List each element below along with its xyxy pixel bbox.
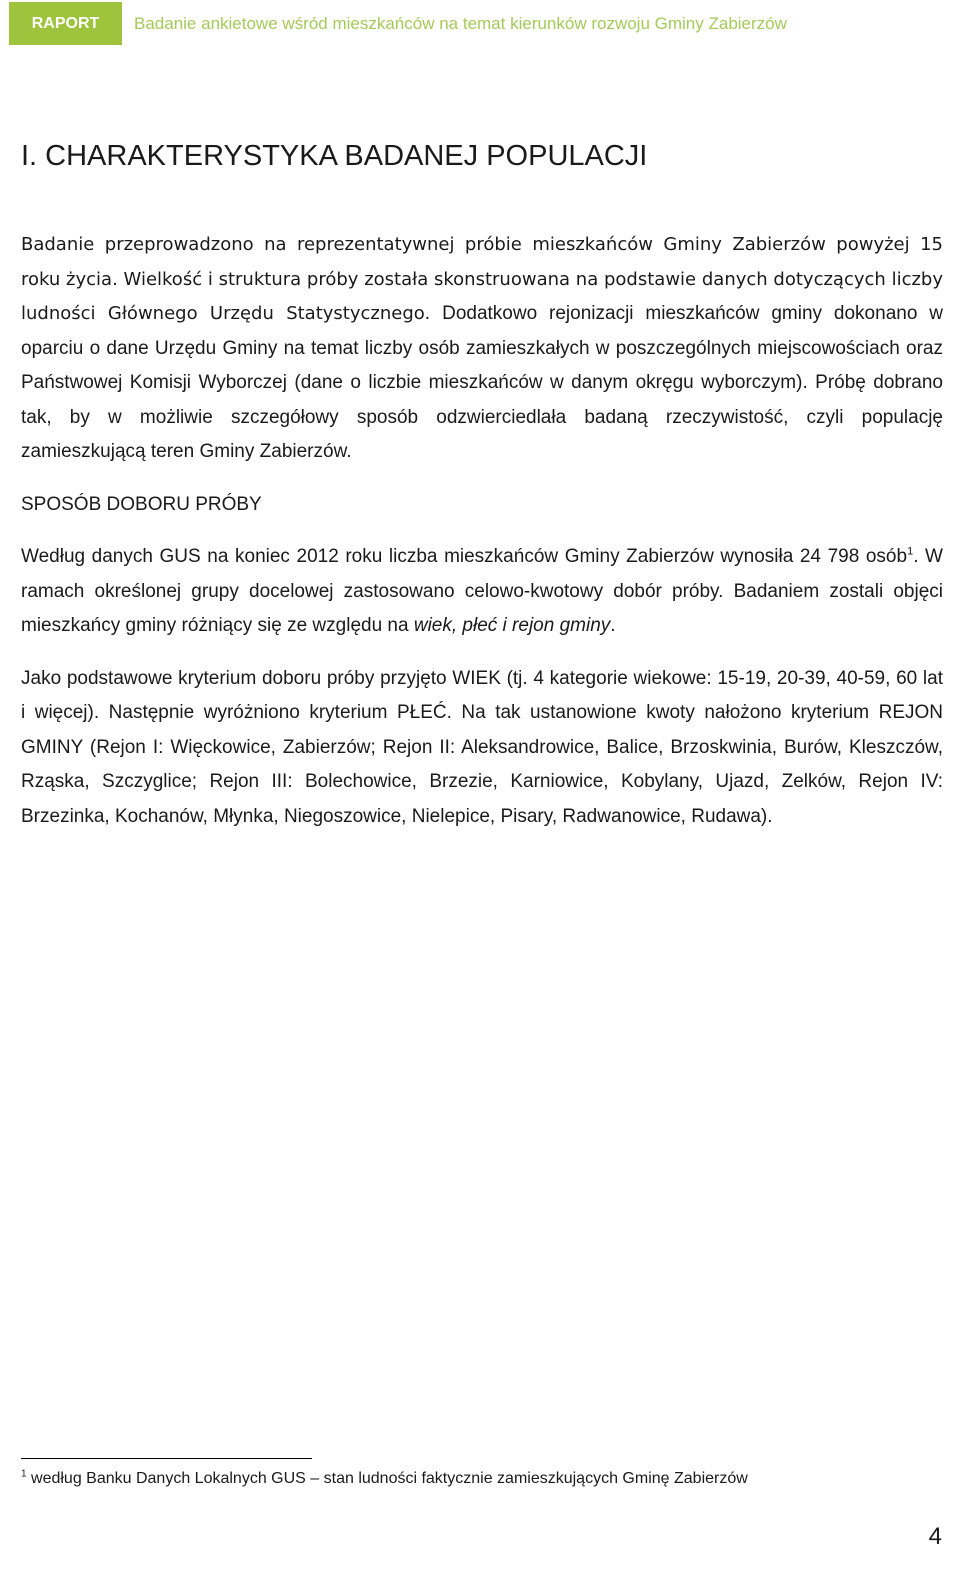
paragraph-criteria: Jako podstawowe kryterium doboru próby przyjęto WIEK (tj. 4 kategorie wiekowe: 15-19, 20-39, 40-59, 60 lat i więcej). Następnie wyróżniono kryterium PŁEĆ. Na tak ustanowione kwoty nałożono kryterium REJON GMINY (Rejon I: Więckowice, Zabierzów; Rejon II: Aleksandrowice, Balice, Brzoskwinia, Burów, Kleszczów, Rząska, Szczyglice; Rejon III: Bolechowice, Brzezie, Karniowice, Kobylany, Ujazd, Zelków, Rejon IV: Brzezinka, Kochanów, Młynka, Niegoszowice, Nielepice, Pisary, Radwanowice, Rudawa). <box>21 667 943 827</box>
footnote-mark: 1 <box>21 1468 27 1480</box>
page-number: 4 <box>928 1523 942 1550</box>
subheading-sampling: SPOSÓB DOBORU PRÓBY <box>21 493 262 515</box>
section-title: I. CHARAKTERYSTYKA BADANEJ POPULACJI <box>21 140 648 172</box>
paragraph-gus-end: . <box>610 615 616 636</box>
paragraph-gus-data <box>21 540 943 644</box>
paragraph-population-part2: Dodatkowo rejonizacji mieszkańców gminy dokonano w oparciu o dane Urzędu Gminy na temat liczby osób zamieszkałych w poszczególnych miejscowościach oraz Państwowej Komisji Wyborczej (dane o liczbie mieszkańców w danym okręgu wyborczym). Próbę dobrano tak, by w możliwie szczegółowy sposób odzwierciedlała badaną rzeczywistość, czyli populację zamieszkującą teren Gminy Zabierzów. <box>21 303 944 462</box>
paragraph-gus-emphasis: wiek, płeć i rejon gminy <box>413 615 611 636</box>
footnote-separator <box>21 1458 312 1459</box>
paragraph-population-part1: Badanie przeprowadzono na reprezentatywnej próbie mieszkańców Gminy Zabierzów powyżej 15 roku życia. Wielkość i struktura próby została skonstruowana na podstawie danych dotyczących liczby ludności Głównego Urzędu Statystycznego. <box>21 234 943 324</box>
header-title: Badanie ankietowe wśród mieszkańców na temat kierunków rozwoju Gminy Zabierzów <box>134 13 787 33</box>
raport-badge: RAPORT <box>9 2 122 45</box>
document-body <box>21 228 943 852</box>
footnote-text: według Banku Danych Lokalnych GUS – stan ludności faktycznie zamieszkujących Gminę Zabierzów <box>31 1470 748 1487</box>
footnote <box>21 1470 748 1488</box>
paragraph-gus-part1: Według danych GUS na koniec 2012 roku liczba mieszkańców Gminy Zabierzów wynosiła 24 798 osób <box>21 546 908 567</box>
paragraph-gus-part2: . W ramach określonej grupy docelowej zastosowano celowo-kwotowy dobór próby. Badaniem zostali objęci mieszkańcy gminy różniący się ze względu na <box>21 546 943 636</box>
paragraph-population <box>21 228 943 470</box>
running-header <box>9 2 787 45</box>
footnote-reference[interactable]: 1 <box>907 545 914 558</box>
